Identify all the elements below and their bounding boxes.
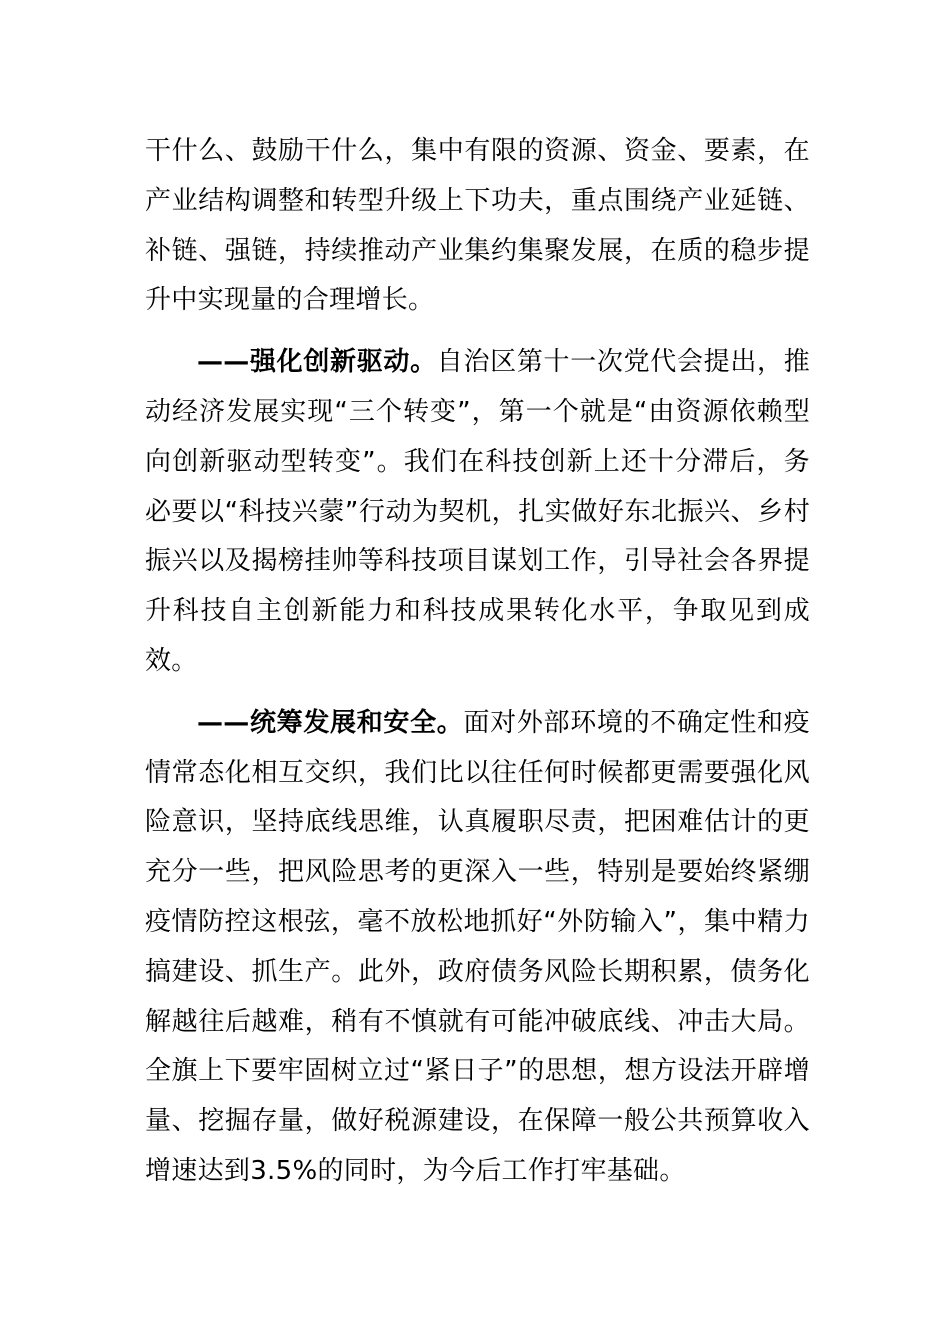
paragraph-heading: ——统筹发展和安全。 bbox=[197, 707, 464, 738]
document-body bbox=[145, 127, 810, 1197]
paragraph-text: 干什么、鼓励干什么，集中有限的资源、资金、要素，在产业结构调整和转型升级上下功夫，重点围绕产业延链、补链、强链，持续推动产业集约集聚发展，在质的稳步提升中实现量的合理增长。 bbox=[145, 136, 810, 316]
paragraph-development-security bbox=[145, 699, 810, 1197]
paragraph-continuation bbox=[145, 127, 810, 326]
paragraph-heading: ——强化创新驱动。 bbox=[197, 347, 437, 378]
paragraph-text: 面对外部环境的不确定性和疫情常态化相互交织，我们比以往任何时候都更需要强化风险意识，坚持底线思维，认真履职尽责，把困难估计的更充分一些，把风险思考的更深入一些，特别是要始终紧绷疫情防控这根弦，毫不放松地抓好“外防输入”，集中精力搞建设、抓生产。此外，政府债务风险长期积累，债务化解越往后越难，稍有不慎就有可能冲破底线、冲击大局。全旗上下要牢固树立过“紧日子”的思想，想方设法开辟增量、挖掘存量，做好税源建设，在保障一般公共预算收入增速达到3.5%的同时，为今后工作打牢基础。 bbox=[145, 707, 810, 1186]
paragraph-text: 自治区第十一次党代会提出，推动经济发展实现“三个转变”，第一个就是“由资源依赖型向创新驱动型转变”。我们在科技创新上还十分滞后，务必要以“科技兴蒙”行动为契机，扎实做好东北振兴、乡村振兴以及揭榜挂帅等科技项目谋划工作，引导社会各界提升科技自主创新能力和科技成果转化水平，争取见到成效。 bbox=[145, 347, 811, 676]
paragraph-innovation bbox=[145, 338, 810, 687]
